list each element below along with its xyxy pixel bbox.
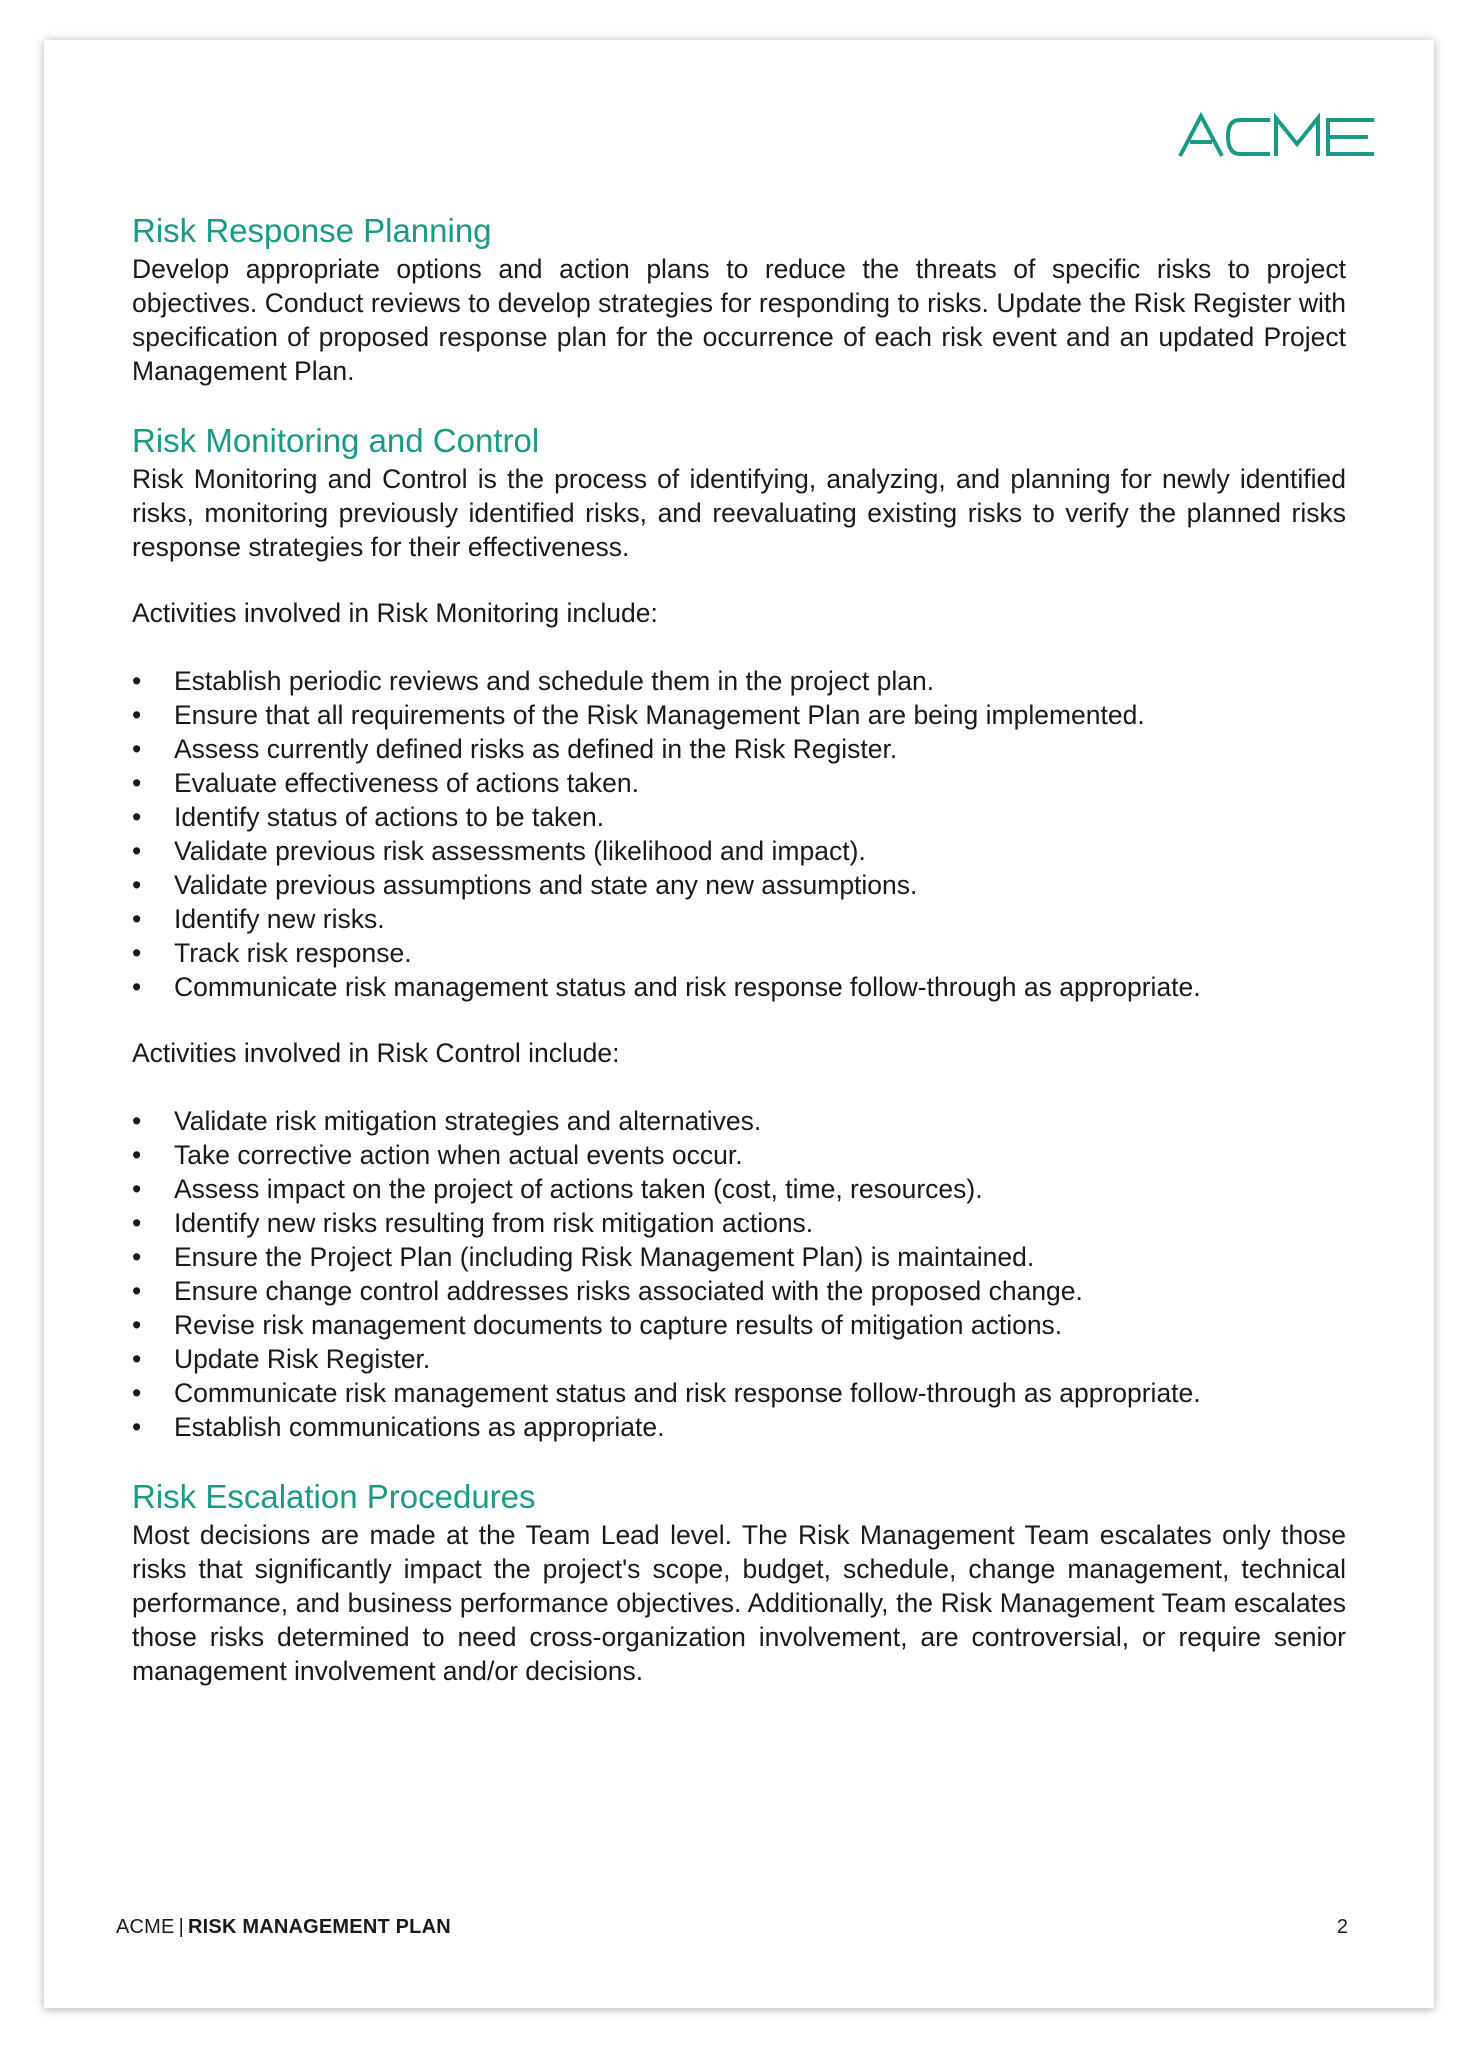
list-item: • Identify status of actions to be taken. bbox=[132, 800, 1346, 834]
list-item: • Identify new risks. bbox=[132, 902, 1346, 936]
footer-company: ACME bbox=[116, 1916, 175, 1938]
list-item: • Validate risk mitigation strategies and alternatives. bbox=[132, 1104, 1346, 1138]
list-item: • Assess currently defined risks as defined in the Risk Register. bbox=[132, 732, 1346, 766]
list-item: • Update Risk Register. bbox=[132, 1342, 1346, 1376]
page-content bbox=[132, 210, 1346, 1688]
list-item: • Take corrective action when actual events occur. bbox=[132, 1138, 1346, 1172]
control-activities-intro: Activities involved in Risk Control include: bbox=[132, 1038, 620, 1068]
page-footer bbox=[116, 1916, 451, 1939]
footer-doc-title: RISK MANAGEMENT PLAN bbox=[188, 1916, 451, 1938]
risk-escalation-heading: Risk Escalation Procedures bbox=[132, 1478, 536, 1515]
risk-escalation-body: Most decisions are made at the Team Lead level. The Risk Management Team escalates only those risks that significantly impact the project's scope, budget, schedule, change management, technical performance, and business performance objectives. Additionally, the Risk Management Team escalates those risks determined to need cross-organization involvement, are controversial, or require senior management involvement and/or decisions. bbox=[132, 1520, 1346, 1686]
list-item: • Establish communications as appropriate. bbox=[132, 1410, 1346, 1444]
acme-logo bbox=[1176, 106, 1376, 160]
page-number: 2 bbox=[1336, 1916, 1348, 1938]
list-item: • Track risk response. bbox=[132, 936, 1346, 970]
risk-response-heading: Risk Response Planning bbox=[132, 212, 492, 249]
list-item: • Communicate risk management status and risk response follow-through as appropriate. bbox=[132, 1376, 1346, 1410]
monitoring-activities-intro: Activities involved in Risk Monitoring include: bbox=[132, 598, 658, 628]
list-item: • Communicate risk management status and risk response follow-through as appropriate. bbox=[132, 970, 1346, 1004]
risk-monitoring-body: Risk Monitoring and Control is the process of identifying, analyzing, and planning for newly identified risks, monitoring previously identified risks, and reevaluating existing risks to verify the planned risks response strategies for their effectiveness. bbox=[132, 464, 1346, 562]
footer-separator: | bbox=[178, 1916, 184, 1938]
list-item: • Revise risk management documents to capture results of mitigation actions. bbox=[132, 1308, 1346, 1342]
list-item: • Validate previous assumptions and state any new assumptions. bbox=[132, 868, 1346, 902]
document-page bbox=[44, 40, 1434, 2008]
list-item: • Validate previous risk assessments (likelihood and impact). bbox=[132, 834, 1346, 868]
list-item: • Identify new risks resulting from risk mitigation actions. bbox=[132, 1206, 1346, 1240]
list-item: • Assess impact on the project of actions taken (cost, time, resources). bbox=[132, 1172, 1346, 1206]
list-item: • Establish periodic reviews and schedule them in the project plan. bbox=[132, 664, 1346, 698]
list-item: • Ensure the Project Plan (including Risk Management Plan) is maintained. bbox=[132, 1240, 1346, 1274]
list-item: • Evaluate effectiveness of actions taken. bbox=[132, 766, 1346, 800]
list-item: • Ensure change control addresses risks associated with the proposed change. bbox=[132, 1274, 1346, 1308]
control-activities-list bbox=[132, 1104, 1346, 1444]
risk-monitoring-heading: Risk Monitoring and Control bbox=[132, 422, 540, 459]
risk-response-body: Develop appropriate options and action plans to reduce the threats of specific risks to project objectives. Conduct reviews to develop strategies for responding to risks. Update the Risk Register with specification of proposed response plan for the occurrence of each risk event and an updated Project Management Plan. bbox=[132, 254, 1346, 386]
list-item: • Ensure that all requirements of the Risk Management Plan are being implemented. bbox=[132, 698, 1346, 732]
monitoring-activities-list bbox=[132, 664, 1346, 1004]
